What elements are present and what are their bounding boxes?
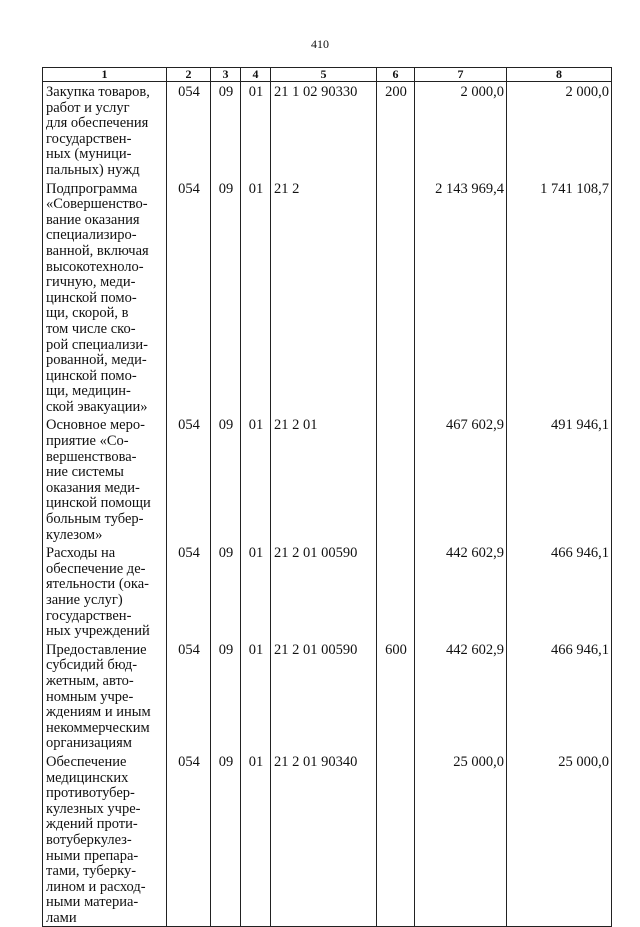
row-name-line: вершенствова- [46, 448, 137, 465]
section-code-cell: 09 [211, 82, 241, 179]
row-name-line: Основное меро- [46, 417, 145, 434]
expense-type-cell [377, 415, 415, 543]
amount-year2-cell: 25 000,0 [507, 752, 612, 927]
subsection-code-cell: 01 [241, 543, 271, 640]
row-name-line: специализиро- [46, 227, 137, 244]
row-name-line: лином и расход- [46, 878, 146, 895]
target-article-cell: 21 1 02 90330 [271, 82, 377, 179]
amount-year2-cell: 2 000,0 [507, 82, 612, 179]
row-name-line: цинской помо- [46, 367, 137, 384]
admin-code-cell: 054 [167, 640, 211, 752]
column-header: 2 [167, 68, 211, 82]
admin-code-cell: 054 [167, 179, 211, 416]
row-name-line: приятие «Со- [46, 433, 129, 450]
row-name-line: субсидий бюд- [46, 657, 138, 674]
column-header: 1 [43, 68, 167, 82]
column-header: 7 [415, 68, 507, 82]
amount-year2-cell: 491 946,1 [507, 415, 612, 543]
expense-type-cell [377, 179, 415, 416]
admin-code-cell: 054 [167, 752, 211, 927]
row-name-line: том числе ско- [46, 320, 136, 337]
expense-type-cell: 600 [377, 640, 415, 752]
amount-year1-cell: 442 602,9 [415, 640, 507, 752]
row-name-line: ятельности (ока- [46, 576, 149, 593]
row-name-line: ние системы [46, 464, 124, 481]
amount-year2-cell: 466 946,1 [507, 543, 612, 640]
row-name-cell [43, 752, 167, 927]
row-name-line: Расходы на [46, 545, 116, 562]
row-name-line: ных (муници- [46, 146, 132, 163]
row-name-line: ных учреждений [46, 623, 150, 640]
row-name-line: ными препара- [46, 847, 139, 864]
amount-year1-cell: 442 602,9 [415, 543, 507, 640]
table-row [43, 82, 612, 179]
row-name-line: «Совершенство- [46, 196, 148, 213]
row-name-cell [43, 179, 167, 416]
column-header: 6 [377, 68, 415, 82]
table-row [43, 415, 612, 543]
row-name-cell [43, 640, 167, 752]
amount-year2-cell: 1 741 108,7 [507, 179, 612, 416]
row-name-line: жетным, авто- [46, 672, 134, 689]
row-name-line: номным учре- [46, 688, 134, 705]
header-row [43, 68, 612, 82]
row-name-line: Подпрограмма [46, 180, 138, 197]
row-name-line: организациям [46, 735, 132, 752]
row-name-line: ждений проти- [46, 816, 138, 833]
row-name-line: цинской помо- [46, 289, 137, 306]
column-header: 8 [507, 68, 612, 82]
row-name-line: некоммерческим [46, 719, 150, 736]
row-name-cell [43, 82, 167, 179]
row-name-line: рой специализи- [46, 336, 148, 353]
row-name-cell [43, 415, 167, 543]
table-body [43, 82, 612, 927]
amount-year1-cell: 2 143 969,4 [415, 179, 507, 416]
row-name-line: зание услуг) [46, 592, 123, 608]
row-name-line: тами, туберку- [46, 863, 137, 880]
table-row [43, 179, 612, 416]
row-name-line: пальных) нужд [46, 161, 140, 178]
amount-year1-cell: 25 000,0 [415, 752, 507, 927]
row-name-line: ждениям и иным [46, 704, 151, 721]
row-name-line: государствен- [46, 130, 132, 147]
section-code-cell: 09 [211, 640, 241, 752]
row-name-line: обеспечение де- [46, 560, 146, 577]
row-name-line: работ и услуг [46, 99, 130, 116]
subsection-code-cell: 01 [241, 415, 271, 543]
target-article-cell: 21 2 [271, 179, 377, 416]
expense-type-cell: 200 [377, 82, 415, 179]
amount-year1-cell: 2 000,0 [415, 82, 507, 179]
table-row [43, 752, 612, 927]
amount-year2-cell: 466 946,1 [507, 640, 612, 752]
budget-table [42, 67, 612, 927]
target-article-cell: 21 2 01 [271, 415, 377, 543]
row-name-line: вотуберкулез- [46, 831, 132, 848]
row-name-line: цинской помощи [46, 495, 151, 512]
target-article-cell: 21 2 01 90340 [271, 752, 377, 927]
subsection-code-cell: 01 [241, 179, 271, 416]
target-article-cell: 21 2 01 00590 [271, 543, 377, 640]
section-code-cell: 09 [211, 752, 241, 927]
row-name-line: кулезных учре- [46, 800, 141, 817]
admin-code-cell: 054 [167, 415, 211, 543]
column-header: 3 [211, 68, 241, 82]
admin-code-cell: 054 [167, 543, 211, 640]
subsection-code-cell: 01 [241, 752, 271, 927]
row-name-line: Обеспечение [46, 753, 127, 770]
row-name-line: щи, скорой, в [46, 305, 129, 322]
row-name-line: государствен- [46, 607, 132, 624]
row-name-line: кулезом» [46, 526, 103, 543]
amount-year1-cell: 467 602,9 [415, 415, 507, 543]
row-name-line: ванной, включая [46, 242, 149, 259]
row-name-line: для обеспечения [46, 115, 149, 132]
expense-type-cell [377, 543, 415, 640]
row-name-line: медицинских [46, 769, 129, 786]
row-name-line: Закупка товаров, [46, 84, 150, 100]
row-name-line: оказания меди- [46, 479, 140, 496]
column-header: 5 [271, 68, 377, 82]
section-code-cell: 09 [211, 179, 241, 416]
row-name-line: ными материа- [46, 894, 139, 911]
row-name-line: рованной, меди- [46, 352, 147, 369]
row-name-line: Предоставление [46, 641, 147, 658]
expense-type-cell [377, 752, 415, 927]
row-name-line: лами [46, 909, 77, 926]
subsection-code-cell: 01 [241, 82, 271, 179]
row-name-line: больным тубер- [46, 511, 144, 528]
row-name-line: гичную, меди- [46, 274, 136, 291]
row-name-line: вание оказания [46, 211, 140, 228]
page-number: 410 [311, 37, 329, 51]
subsection-code-cell: 01 [241, 640, 271, 752]
admin-code-cell: 054 [167, 82, 211, 179]
row-name-line: щи, медицин- [46, 383, 131, 400]
target-article-cell: 21 2 01 00590 [271, 640, 377, 752]
column-header: 4 [241, 68, 271, 82]
row-name-line: ской эвакуации» [46, 398, 148, 415]
row-name-cell [43, 543, 167, 640]
section-code-cell: 09 [211, 415, 241, 543]
table-row [43, 640, 612, 752]
section-code-cell: 09 [211, 543, 241, 640]
table-row [43, 543, 612, 640]
row-name-line: противотубер- [46, 785, 135, 802]
row-name-line: высокотехноло- [46, 258, 144, 275]
